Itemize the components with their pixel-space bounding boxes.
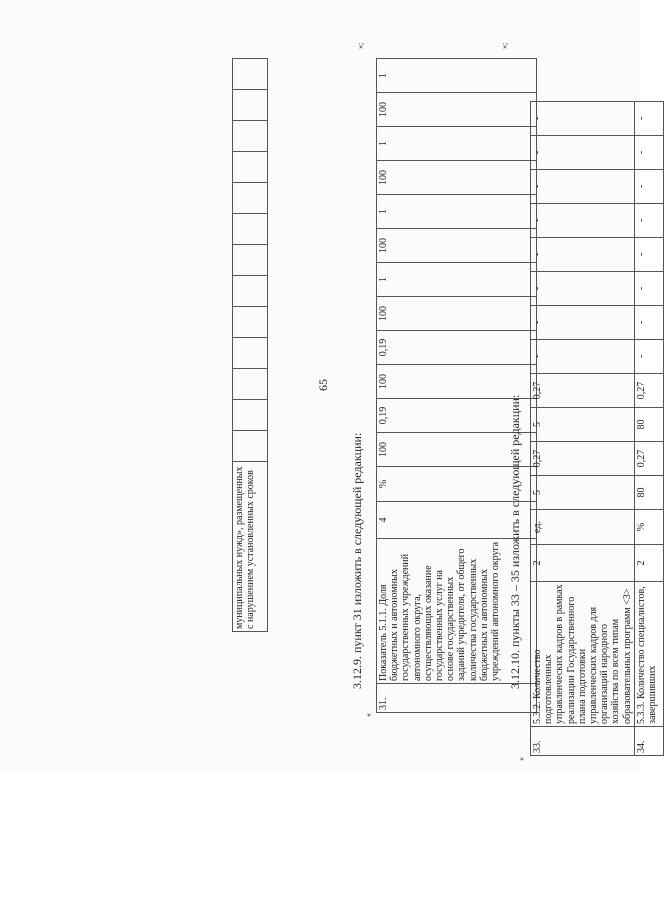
value-cell: - <box>531 204 635 238</box>
value-cell: - <box>531 102 635 136</box>
value-cell: 0,19 <box>377 331 537 365</box>
section-heading: 3.12.10. пункты 33 – 35 изложить в следующей редакции: <box>508 394 522 689</box>
value-cell: - <box>531 272 635 306</box>
value-cell: - <box>634 170 663 204</box>
closing-quote-mark: »; <box>500 42 509 49</box>
value-cell: - <box>531 238 635 272</box>
calc-method: 2 <box>531 545 635 582</box>
row-number: 33. <box>531 727 635 756</box>
value-cell: - <box>531 170 635 204</box>
row-number: 34. <box>634 727 663 756</box>
table-cell <box>233 276 268 307</box>
value-cell: - <box>634 306 663 340</box>
table-cell <box>233 214 268 245</box>
value-cell: 80 <box>634 408 663 442</box>
value-cell: 5 <box>531 408 635 442</box>
value-cell: - <box>634 340 663 374</box>
value-cell: 1 <box>377 263 537 297</box>
indicator-name: 5.3.2. Количество подготовленных управленческих кадров в рамках реализации Государственного плана подготовки управленческих кадров для организаций народного хозяйства по всем типам образовательных программ <3> <box>531 582 635 727</box>
value-cell: 100 <box>377 365 537 399</box>
value-cell: 80 <box>634 476 663 510</box>
table-cell <box>233 152 268 183</box>
section-heading: 3.12.9. пункт 31 изложить в следующей редакции: <box>350 432 364 689</box>
table-cell <box>233 59 268 90</box>
table-cell <box>233 338 268 369</box>
table-cell <box>233 121 268 152</box>
row-number: 31. <box>377 684 537 713</box>
value-cell: 0,19 <box>377 399 537 433</box>
table-cell <box>233 245 268 276</box>
value-cell: - <box>634 136 663 170</box>
table-cell <box>233 183 268 214</box>
table-row <box>531 102 635 756</box>
table-cell <box>233 369 268 400</box>
table-row <box>233 59 268 632</box>
opening-quote-mark: « <box>517 757 526 761</box>
value-cell: 1 <box>377 127 537 161</box>
value-cell: - <box>634 102 663 136</box>
value-cell: 0,27 <box>531 442 635 476</box>
unit: % <box>377 467 537 502</box>
value-cell: - <box>531 340 635 374</box>
value-cell: 100 <box>377 297 537 331</box>
value-cell: - <box>634 238 663 272</box>
value-cell: - <box>634 204 663 238</box>
value-cell: 5 <box>531 476 635 510</box>
unit: ед. <box>531 510 635 545</box>
table-cell <box>233 90 268 121</box>
value-cell: 0,27 <box>634 374 663 408</box>
blank-background <box>0 770 640 905</box>
value-cell: - <box>531 136 635 170</box>
value-cell: 1 <box>377 59 537 93</box>
indicator-name: Показатель 5.1.1. Доля бюджетных и автономных государственных учреждений автономного округа, осуществляющих оказание государственных услуг на основе государственных заданий учредителя, от общего количества государственных бюджетных и автономных учреждений автономного округа <box>377 539 537 684</box>
value-cell: 100 <box>377 229 537 263</box>
value-cell: - <box>531 306 635 340</box>
opening-quote-mark: « <box>364 713 373 717</box>
page-number: 65 <box>316 379 330 391</box>
value-cell: 100 <box>377 161 537 195</box>
table-cell <box>233 400 268 431</box>
table-row <box>634 102 663 756</box>
value-cell: 0,27 <box>634 442 663 476</box>
continuation-table <box>232 58 268 632</box>
closing-quote-mark: »; <box>356 42 365 49</box>
value-cell: 0,27 <box>531 374 635 408</box>
value-cell: 1 <box>377 195 537 229</box>
indicator-name: 5.3.3. Количество специалистов, завершивших <box>634 582 663 727</box>
continuation-text: муниципальных нужд», размещенных с нарушением установленных сроков <box>233 462 268 632</box>
value-cell: 100 <box>377 433 537 467</box>
unit: % <box>634 510 663 545</box>
rotated-content <box>20 5 659 765</box>
calc-method: 4 <box>377 502 537 539</box>
indicator-table-33-35 <box>530 101 664 756</box>
calc-method: 2 <box>634 545 663 582</box>
table-cell <box>233 431 268 462</box>
value-cell: - <box>634 272 663 306</box>
value-cell: 100 <box>377 93 537 127</box>
table-cell <box>233 307 268 338</box>
